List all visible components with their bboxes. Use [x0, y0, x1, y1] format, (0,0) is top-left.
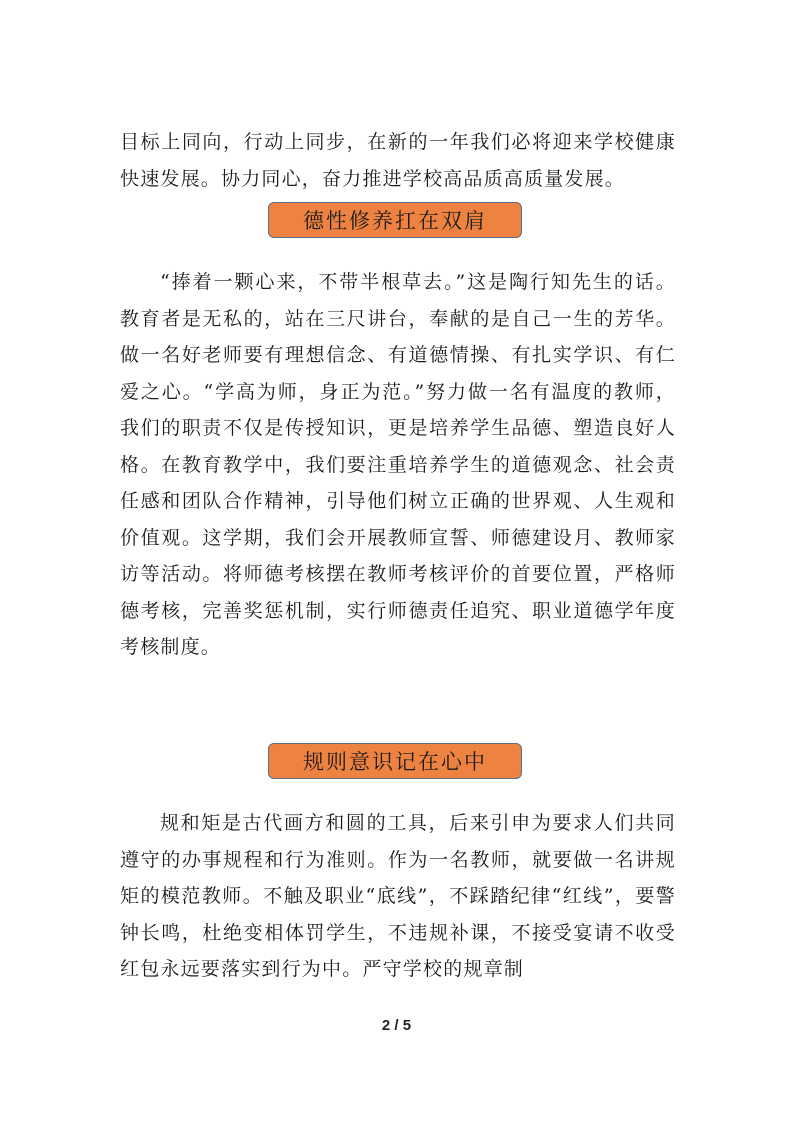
page-number: 2 / 5	[381, 1017, 412, 1034]
intro-paragraph: 目标上同向，行动上同步，在新的一年我们必将迎来学校健康快速发展。协力同心，奋力推进学校高品质高质量发展。	[120, 131, 676, 190]
section-heading-rule-awareness: 规则意识记在心中	[268, 743, 522, 779]
section-heading-moral-cultivation: 德性修养扛在双肩	[268, 202, 522, 238]
moral-cultivation-paragraph: “捧着一颗心来，不带半根草去。”这是陶行知先生的话。教育者是无私的，站在三尺讲台，奉献的是自己一生的芳华。做一名好老师要有理想信念、有道德情操、有扎实学识、有仁爱之心。“学高为师，身正为范。”努力做一名有温度的教师，我们的职责不仅是传授知识，更是培养学生品德、塑造良好人格。在教育教学中，我们要注重培养学生的道德观念、社会责任感和团队合作精神，引导他们树立正确的世界观、人生观和价值观。这学期，我们会开展教师宣誓、师德建设月、教师家访等活动。将师德考核摆在教师考核评价的首要位置，严格师德考核，完善奖惩机制，实行师德责任追究、职业道德学年度考核制度。	[120, 271, 676, 658]
rule-awareness-paragraph: 规和矩是古代画方和圆的工具，后来引申为要求人们共同遵守的办事规程和行为准则。作为一名教师，就要做一名讲规矩的模范教师。不触及职业“底线”，不踩踏纪律“红线”，要警钟长鸣，杜绝变相体罚学生，不违规补课，不接受宴请不收受红包永远要落实到行为中。严守学校的规章制	[120, 812, 676, 980]
